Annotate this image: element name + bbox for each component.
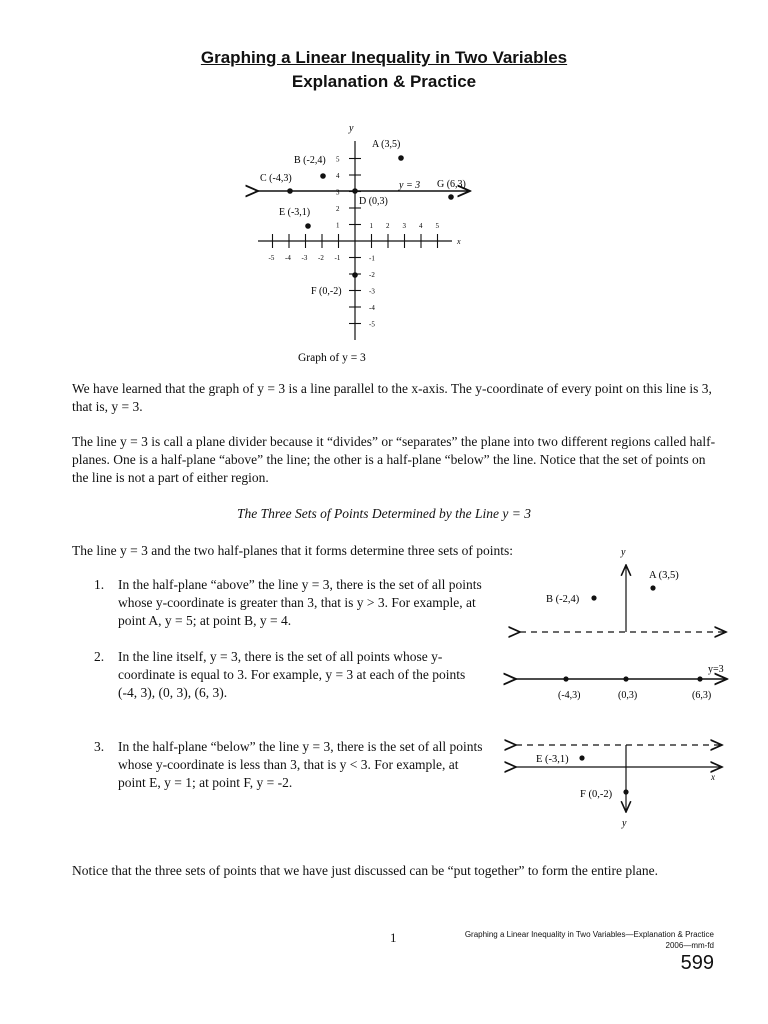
page-number: 1 [390,930,397,945]
item-number: 3. [94,739,105,754]
item-number: 1. [94,577,105,592]
line-point-2: (0,3) [618,690,638,701]
line-y3-label: y=3 [708,664,724,675]
document-subtitle: Explanation & Practice [291,72,477,91]
x-tick-label: -4 [285,254,291,262]
big-page-number: 599 [680,952,714,974]
above-label-a: A (3,5) [649,570,679,581]
label-g: G (6,3) [437,179,466,190]
above-label-b: B (-2,4) [546,594,580,605]
y-tick-label: -1 [369,254,375,263]
below-label-f: F (0,-2) [580,789,613,800]
below-half-plane-diagram [516,745,722,829]
paragraph-1: We have learned that the graph of y = 3 is a line parallel to the x-axis. The y-coordinate of every point on this line is 3, that is, y = 3. [72,381,712,414]
document-title: Graphing a Linear Inequality in Two Variables [200,48,568,67]
intro-paragraph: The line y = 3 and the two half-planes that it forms determine three sets of points: [72,543,513,558]
y-tick-label: -2 [369,271,375,279]
running-title: Graphing a Linear Inequality in Two Variables—Explanation & Practice [464,930,714,939]
point-a [398,155,404,161]
footer-year: 2006—mm-fd [665,941,714,950]
x-tick-label: 1 [369,222,373,230]
closing-paragraph: Notice that the three sets of points that we have just discussed can be “put together” to form the entire plane. [72,863,658,878]
x-tick-label: -2 [318,254,324,262]
label-d: D (0,3) [359,196,388,207]
x-axis-label: x [457,237,461,246]
paragraph-2: The line y = 3 is call a plane divider because it “divides” or “separates” the plane into two different regions called half-planes. One is a half-plane “above” the line; the other is a half-plane “below” the line. Notice that the set of points on the line is not a part of either region. [72,434,716,485]
point-c [287,188,293,194]
y-tick-label: -5 [369,320,375,329]
side-diagrams [0,540,768,840]
item-text: In the half-plane “below” the line y = 3, there is the set of all points whose y-coordinate is less than 3, that is y < 3. For example, at point E, y = 1; at point F, y = -2. [118,739,483,790]
point-g [448,194,454,200]
y-tick-label: 3 [336,188,340,197]
line-point-1: (-4,3) [558,690,581,701]
x-tick-label: -3 [301,254,308,262]
x-tick-label: 5 [435,222,439,230]
line-label: y = 3 [399,180,421,191]
x-tick-label: 4 [419,222,423,230]
point-b [320,173,326,179]
item-text: In the line itself, y = 3, there is the set of all points whose y-coordinate is equal to 3. For example, y = 3 at each of the points (-4, 3), (0, 3), (6, 3). [118,649,466,700]
above-y-label: y [621,547,626,558]
below-y-label: y [622,818,627,829]
y-axis-label: y [349,123,354,134]
section-heading: The Three Sets of Points Determined by the Line y = 3 [237,506,531,521]
line-point-3: (6,3) [692,690,712,701]
label-c: C (-4,3) [260,173,292,184]
below-label-e: E (-3,1) [536,754,569,765]
label-b: B (-2,4) [294,155,326,166]
x-tick-label: -1 [334,254,341,262]
above-half-plane-diagram [520,547,726,632]
x-tick-label: 3 [402,222,406,230]
item-number: 2. [94,649,105,664]
graph-caption: Graph of y = 3 [298,352,366,364]
y-tick-label: -3 [369,287,375,296]
item-text: In the half-plane “above” the line y = 3, there is the set of all points whose y-coordinate is greater than 3, that is y > 3. For example, at point A, y = 5; at point B, y = 4. [118,577,482,628]
label-f: F (0,-2) [311,286,342,297]
y-tick-label: -4 [369,304,375,312]
line-diagram [516,664,727,701]
point-e [305,223,311,229]
x-tick-label: -5 [268,254,275,262]
y-tick-label: 5 [336,155,340,164]
point-d [352,188,358,194]
point-f [352,272,358,278]
label-a: A (3,5) [372,139,401,150]
y-tick-label: 2 [336,205,340,213]
below-x-label: x [711,772,715,782]
label-e: E (-3,1) [279,207,311,218]
x-tick-label: 2 [386,222,390,230]
y-tick-label: 4 [336,172,340,180]
y-tick-label: 1 [336,221,340,230]
